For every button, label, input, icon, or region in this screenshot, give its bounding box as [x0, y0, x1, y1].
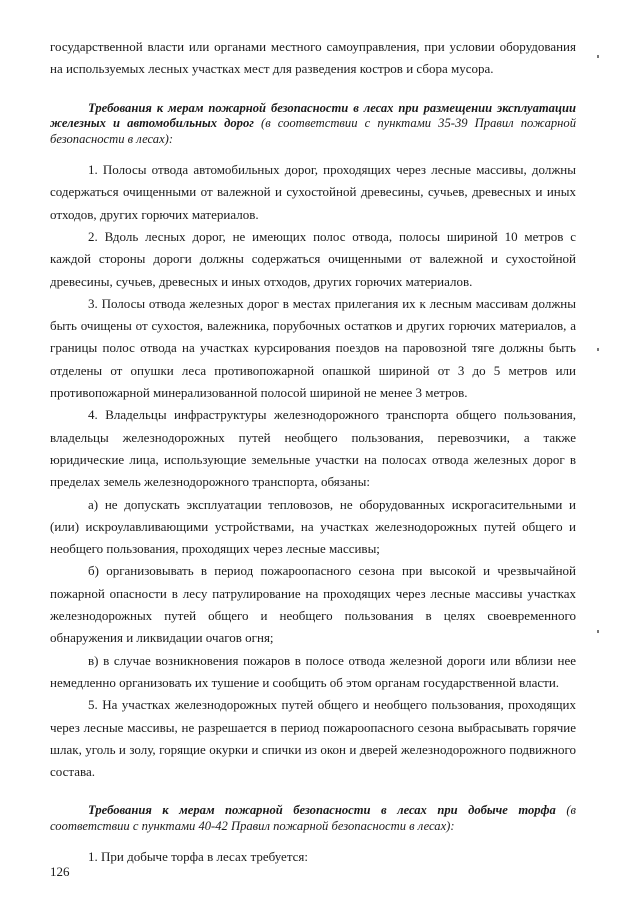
paragraph: 4. Владельцы инфраструктуры железнодорожного транспорта общего пользования, владельцы железнодорожных путей необщего пользования, перевозчики, а также юридические лица, использующие земельные участки на полосах отвода железных дорог в пределах земель железнодорожного транспорта, обязаны: [50, 407, 576, 490]
page-number: 126 [50, 864, 70, 879]
paragraph: 2. Вдоль лесных дорог, не имеющих полос отвода, полосы шириной 10 метров с каждой стороны дороги должны содержаться очищенными от валежной и сухостойной древесины, сучьев, древесных и иных отходов, других горючих материалов. [50, 228, 576, 289]
paragraph: 5. На участках железнодорожных путей общего и необщего пользования, проходящих через лесные массивы, не разрешается в период пожароопасного сезона выбрасывать горячие шлак, уголь и золу, горящие окурки и спички из окон и дверей железнодорожного подвижного состава. [50, 697, 576, 780]
scan-speck [597, 630, 599, 633]
intro-paragraph: государственной власти или органами местного самоуправления, при условии оборудования на используемых лесных участках мест для разведения костров и сбора мусора. [50, 39, 576, 77]
section-title: Требования к мерам пожарной безопасности в лесах при добыче торфа [88, 803, 556, 818]
paragraph: 1. При добыче торфа в лесах требуется: [88, 849, 309, 865]
section-heading-roads [50, 101, 576, 148]
paragraph: 1. Полосы отвода автомобильных дорог, проходящих через лесные массивы, должны содержаться очищенными от валежной и сухостойной древесины, сучьев, древесных и иных отходов, других горючих материалов. [50, 162, 576, 222]
section-reference: (в соответствии с пунктами 40-42 Правил пожарной безопасности в лесах): [50, 803, 576, 833]
scan-speck [597, 348, 599, 351]
paragraph: б) организовывать в период пожароопасного сезона при высокой и чрезвычайной пожарной опасности в лесу патрулирование на проходящих через лесные массивы участках железнодорожных путей общего и необщего пользования в целях своевременного обнаружения и ликвидации очагов огня; [50, 563, 576, 646]
scan-speck [597, 55, 599, 58]
section-title: Требования к мерам пожарной безопасности в лесах при размещении эксплуатации железных и автомобильных дорог [50, 100, 576, 131]
section-reference: (в соответствии с пунктами 35-39 Правил пожарной безопасности в лесах): [50, 116, 576, 146]
section-heading-peat [50, 803, 576, 834]
paragraph: 3. Полосы отвода железных дорог в местах прилегания их к лесным массивам должны быть очищены от сухостоя, валежника, порубочных остатков и других горючих материалов, а границы полос отвода на участках курсирования поездов на паровозной тяге должны быть отделены от опушки леса противопожарной опашкой шириной от 3 до 5 метров или противопожарной минерализованной полосой шириной не менее 3 метров. [50, 295, 576, 401]
paragraph: а) не допускать эксплуатации тепловозов, не оборудованных искрогасительными и (или) искроулавливающими устройствами, на участках железнодорожных путей общего и необщего пользования, проходящих через лесные массивы; [50, 496, 576, 557]
paragraph: в) в случае возникновения пожаров в полосе отвода железной дороги или вблизи нее немедленно организовать их тушение и сообщить об этом органам государственной власти. [50, 652, 576, 690]
